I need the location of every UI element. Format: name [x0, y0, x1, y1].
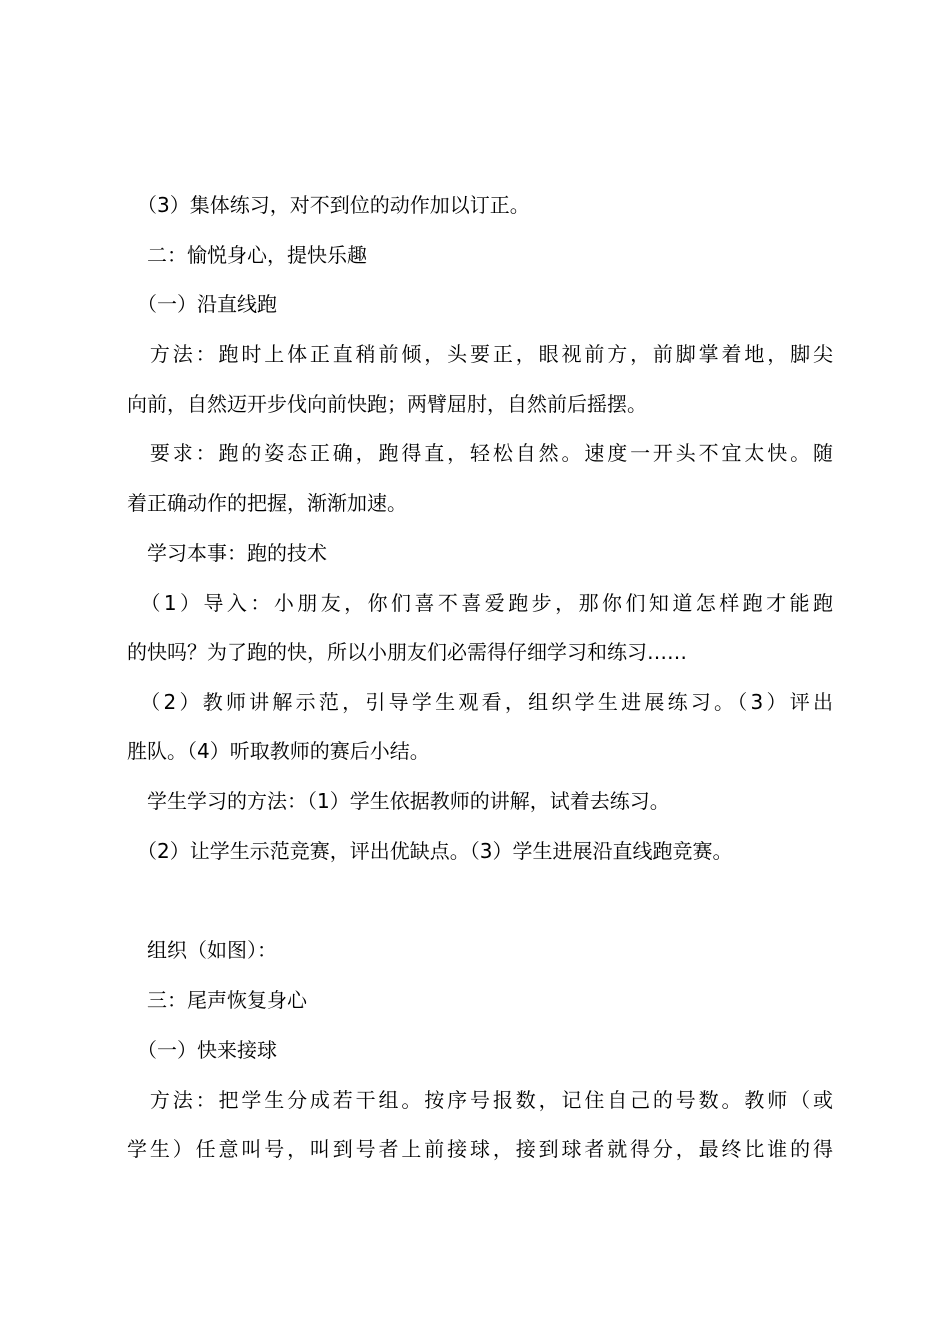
paragraph-line: 着正确动作的把握，渐渐加速。 [127, 491, 407, 515]
paragraph-line: （2）让学生示范竞赛，评出优缺点。（3）学生进展沿直线跑竞赛。 [127, 839, 733, 863]
subsection-heading: （一）沿直线跑 [127, 292, 277, 316]
paragraph-line: 学生）任意叫号，叫到号者上前接球，接到球者就得分，最终比谁的得 [127, 1137, 833, 1161]
paragraph-line: 方法：把学生分成若干组。按序号报数，记住自己的号数。教师（或 [127, 1088, 833, 1112]
paragraph-line: 胜队。（4）听取教师的赛后小结。 [127, 739, 430, 763]
paragraph-line: 学生学习的方法：（1）学生依据教师的讲解，试着去练习。 [127, 789, 670, 813]
section-heading: 二：愉悦身心，提快乐趣 [127, 243, 367, 267]
subsection-heading: （一）快来接球 [127, 1038, 277, 1062]
paragraph-line: （2）教师讲解示范，引导学生观看，组织学生进展练习。（3）评出 [127, 690, 833, 714]
paragraph-line: 组织（如图）： [127, 938, 277, 962]
paragraph-line: 方法：跑时上体正直稍前倾，头要正，眼视前方，前脚掌着地，脚尖 [127, 342, 833, 366]
section-heading: 三：尾声恢复身心 [127, 988, 307, 1012]
paragraph-line: 的快吗？为了跑的快，所以小朋友们必需得仔细学习和练习…… [127, 640, 687, 664]
paragraph-line: （3）集体练习，对不到位的动作加以订正。 [127, 193, 530, 217]
paragraph-line: （1）导入：小朋友，你们喜不喜爱跑步，那你们知道怎样跑才能跑 [127, 591, 833, 615]
paragraph-line: 学习本事：跑的技术 [127, 541, 327, 565]
paragraph-line: 向前，自然迈开步伐向前快跑；两臂屈肘，自然前后摇摆。 [127, 392, 647, 416]
paragraph-line: 要求：跑的姿态正确，跑得直，轻松自然。速度一开头不宜太快。随 [127, 441, 833, 465]
